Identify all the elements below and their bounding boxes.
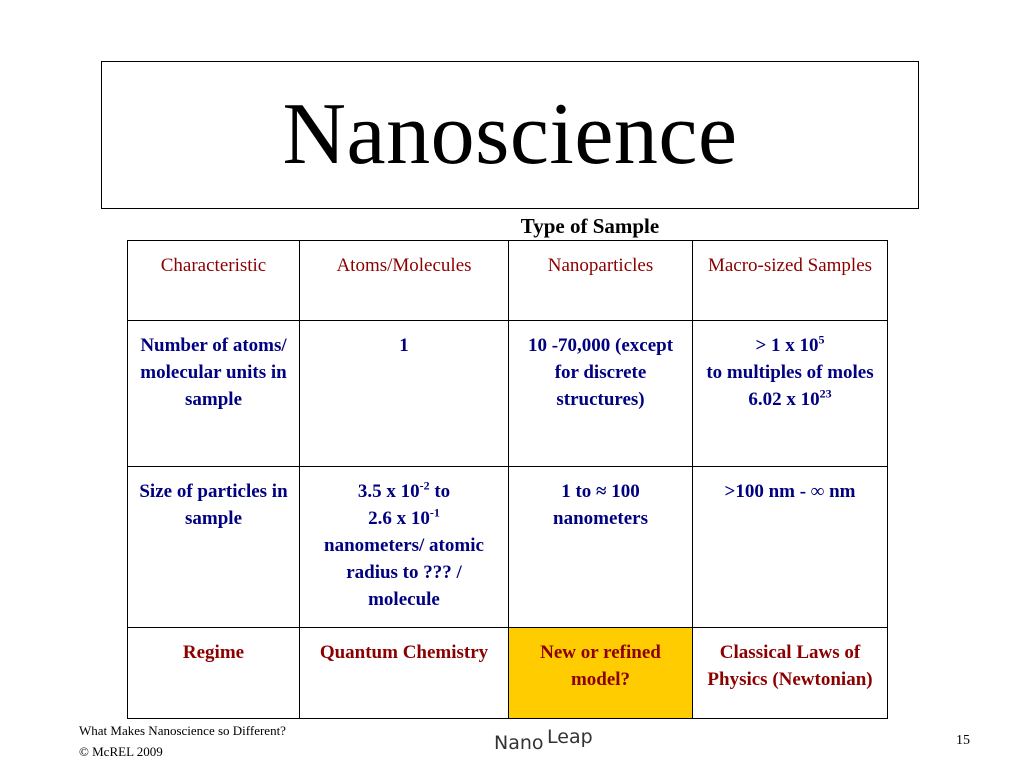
row-label-number-of-atoms: Number of atoms/ molecular units in sample: [128, 321, 300, 467]
title-box: [101, 61, 919, 209]
table-row: [128, 321, 888, 467]
nanoleap-logo: [494, 726, 602, 762]
cell-nanoparticle-size: 1 to ≈ 100 nanometers: [509, 467, 693, 628]
cell-macro-size: >100 nm - ∞ nm: [693, 467, 888, 628]
header-atoms-molecules: Atoms/Molecules: [300, 241, 509, 321]
logo-text-nano: Nano: [494, 732, 544, 754]
cell-macro-regime: Classical Laws of Physics (Newtonian): [693, 628, 888, 719]
footer-copyright: © McREL 2009: [79, 744, 163, 759]
page-number: 15: [956, 733, 970, 748]
header-macro-sized-samples: Macro-sized Samples: [693, 241, 888, 321]
cell-atoms-regime: Quantum Chemistry: [300, 628, 509, 719]
footer-source-title: What Makes Nanoscience so Different?: [79, 723, 286, 738]
cell-atoms-count: 1: [300, 321, 509, 467]
header-characteristic: Characteristic: [128, 241, 300, 321]
slide-title: Nanoscience: [282, 86, 738, 183]
sample-comparison-table: [127, 240, 888, 719]
cell-nanoparticle-regime-highlighted: New or refined model?: [509, 628, 693, 719]
cell-atoms-size: 3.5 x $10^{-2}$ to 2.6 x $10^{-1}$ nanometers/ atomic radius to ??? / molecule: [300, 467, 509, 628]
table-row: [128, 628, 888, 719]
footer-credits: [79, 720, 286, 762]
row-label-regime: Regime: [128, 628, 300, 719]
table-caption: Type of Sample: [520, 214, 660, 238]
cell-nanoparticle-count: 10 -70,000 (except for discrete structures): [509, 321, 693, 467]
row-label-size-of-particles: Size of particles in sample: [128, 467, 300, 628]
table-row: [128, 467, 888, 628]
cell-macro-count: > 1 x $10^5$ to multiples of moles 6.02 x $10^{23}$: [693, 321, 888, 467]
table-header-row: [128, 241, 888, 321]
header-nanoparticles: Nanoparticles: [509, 241, 693, 321]
logo-text-leap: Leap: [547, 726, 593, 748]
